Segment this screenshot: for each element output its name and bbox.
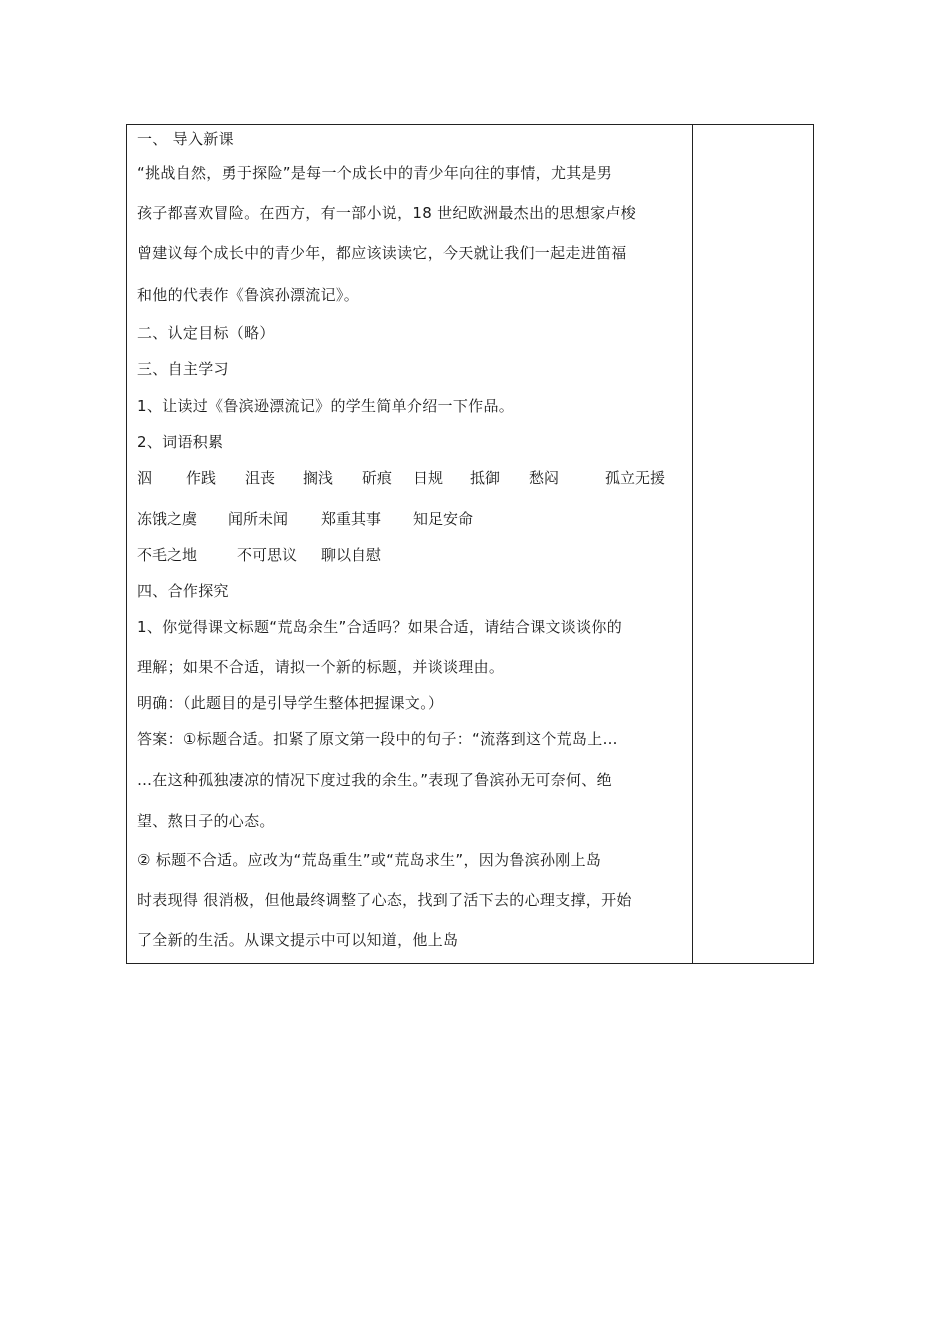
answer-line: 答案：①标题合适。扣紧了原文第一段中的句子：“流落到这个荒岛上… — [137, 730, 618, 748]
notes-cell — [694, 125, 813, 963]
lesson-plan-table — [126, 124, 814, 964]
vocab-word: 不可思议 — [237, 546, 298, 564]
section1-para-line: 曾建议每个成长中的青少年，都应该读读它，今天就让我们一起走进笛福 — [137, 244, 627, 262]
section3-item1: 1、让读过《鲁滨逊漂流记》的学生简单介绍一下作品。 — [137, 397, 515, 415]
section2-heading: 二、认定目标（略） — [137, 324, 275, 342]
vocab-word: 知足安命 — [413, 510, 474, 528]
section4-question-line: 1、你觉得课文标题“荒岛余生”合适吗？如果合适，请结合课文谈谈你的 — [137, 618, 622, 636]
answer-line: ② 标题不合适。应改为“荒岛重生”或“荒岛求生”，因为鲁滨孙刚上岛 — [137, 851, 602, 869]
vocab-word: 搁浅 — [303, 469, 334, 487]
section3-item2: 2、词语积累 — [137, 433, 224, 451]
section4-clarify: 明确：（此题目的是引导学生整体把握课文。） — [137, 694, 444, 712]
vocab-row — [137, 545, 687, 565]
vocab-word: 斫痕 — [362, 469, 393, 487]
vocab-word: 孤立无援 — [605, 469, 666, 487]
vocab-word: 愁闷 — [529, 469, 560, 487]
vocab-word: 日规 — [413, 469, 444, 487]
vocab-word: 不毛之地 — [137, 546, 198, 564]
vocab-word: 冻饿之虞 — [137, 510, 198, 528]
answer-line: 了全新的生活。从课文提示中可以知道，他上岛 — [137, 931, 459, 949]
vocab-word: 聊以自慰 — [321, 546, 382, 564]
vocab-word: 沮丧 — [245, 469, 276, 487]
section4-heading: 四、合作探究 — [137, 582, 229, 600]
vocab-word: 郑重其事 — [321, 510, 382, 528]
column-divider — [692, 125, 693, 963]
section1-heading: 一、 导入新课 — [137, 130, 234, 148]
answer-line: …在这种孤独凄凉的情况下度过我的余生。”表现了鲁滨孙无可奈何、绝 — [137, 771, 612, 789]
vocab-row — [137, 468, 687, 488]
answer-line: 望、熬日子的心态。 — [137, 812, 275, 830]
vocab-word: 作践 — [186, 469, 217, 487]
answer-line: 时表现得 很消极，但他最终调整了心态，找到了活下去的心理支撑，开始 — [137, 891, 632, 909]
section4-question-line: 理解；如果不合适，请拟一个新的标题，并谈谈理由。 — [137, 658, 505, 676]
vocab-row — [137, 509, 687, 529]
section3-heading: 三、自主学习 — [137, 360, 229, 378]
vocab-word: 泅 — [137, 469, 153, 487]
vocab-word: 闻所未闻 — [228, 510, 289, 528]
section1-para-line: 孩子都喜欢冒险。在西方，有一部小说，18 世纪欧洲最杰出的思想家卢梭 — [137, 204, 637, 222]
vocab-word: 抵御 — [470, 469, 501, 487]
section1-para-line: 和他的代表作《鲁滨孙漂流记》。 — [137, 286, 360, 304]
section1-para-line: “挑战自然，勇于探险”是每一个成长中的青少年向往的事情，尤其是男 — [137, 164, 613, 182]
